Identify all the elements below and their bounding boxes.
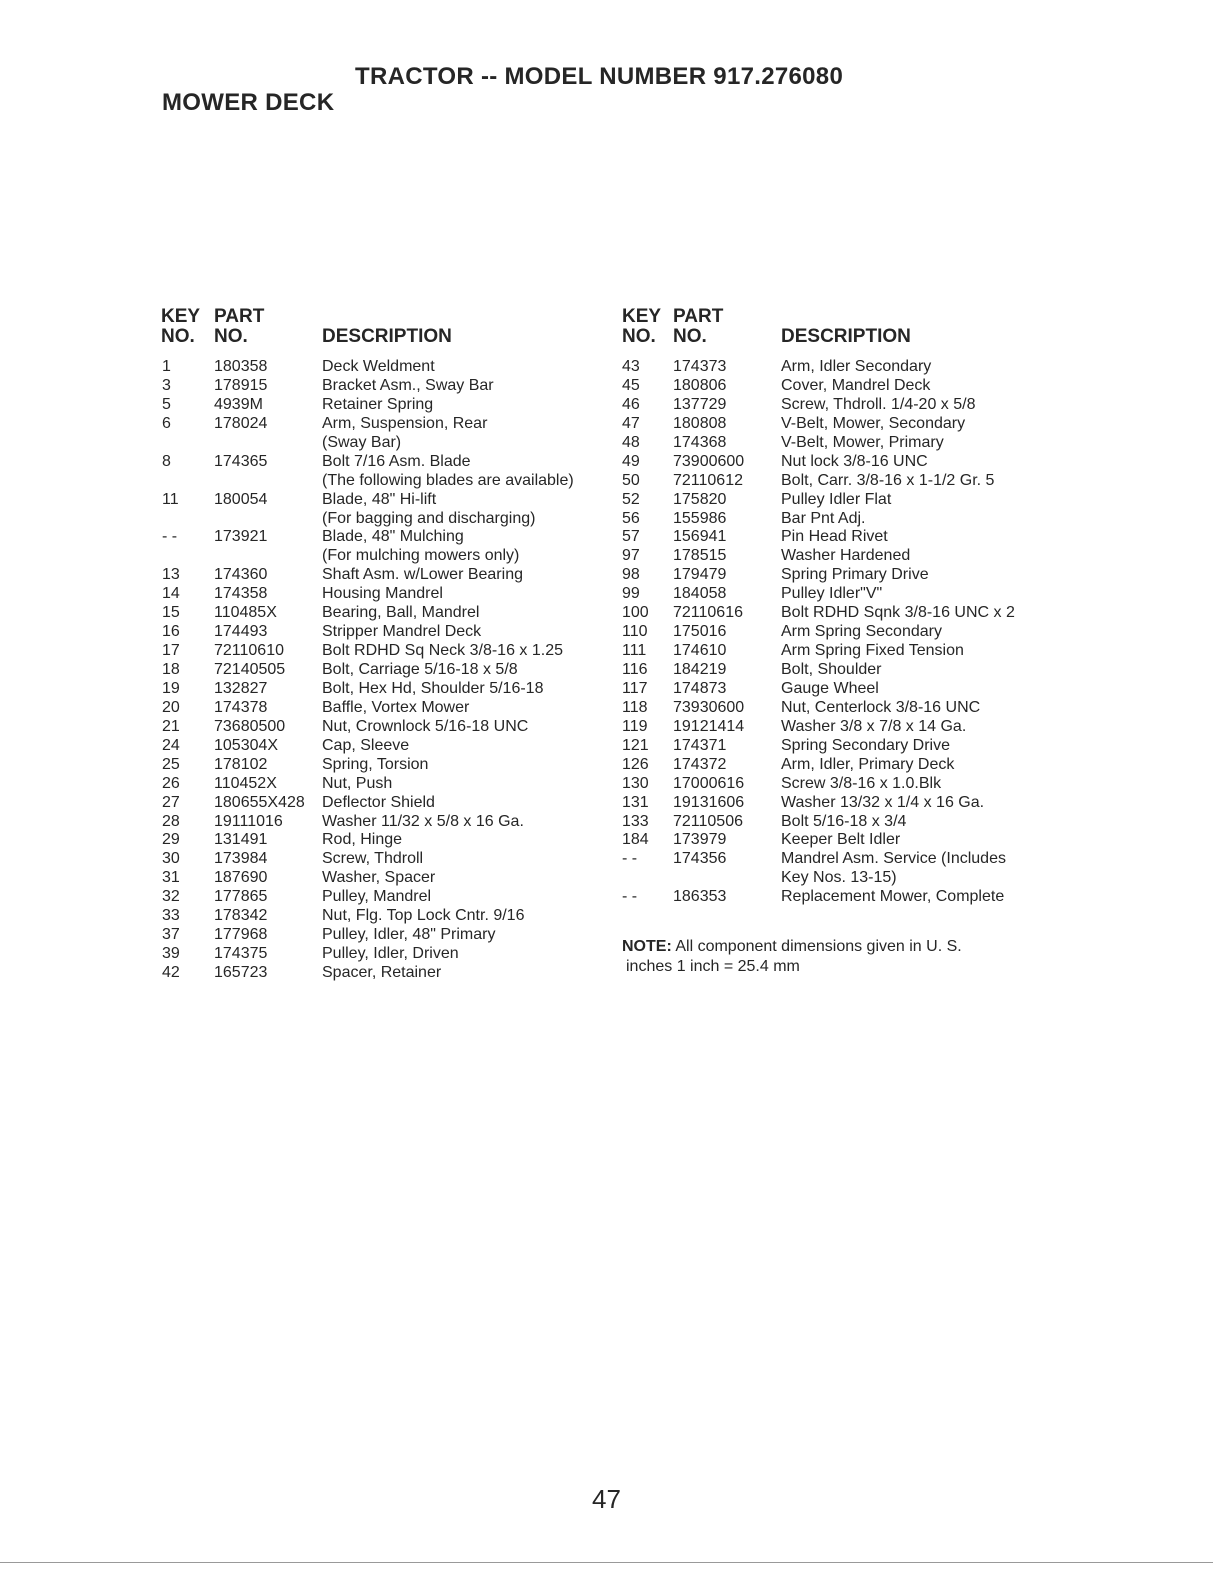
part-number: 72110616 bbox=[673, 604, 743, 622]
note-line2: inches 1 inch = 25.4 mm bbox=[626, 958, 800, 975]
part-number: 178915 bbox=[214, 376, 268, 394]
parts-row bbox=[622, 661, 1062, 680]
part-description: Arm Spring Fixed Tension bbox=[781, 642, 964, 660]
parts-row bbox=[162, 415, 607, 434]
parts-row bbox=[622, 756, 1062, 775]
key-number: 98 bbox=[622, 566, 640, 584]
parts-row bbox=[622, 623, 1062, 642]
parts-row bbox=[162, 396, 607, 415]
key-number: 5 bbox=[162, 395, 171, 413]
part-number: 178024 bbox=[214, 414, 268, 432]
parts-row bbox=[622, 718, 1062, 737]
part-description: Nut, Crownlock 5/16-18 UNC bbox=[322, 717, 529, 735]
part-description: Bolt, Carr. 3/8-16 x 1-1/2 Gr. 5 bbox=[781, 471, 995, 489]
part-number: 105304X bbox=[214, 736, 279, 754]
part-number: 174372 bbox=[673, 755, 727, 773]
right-parts-list bbox=[622, 358, 1062, 907]
part-description: Bolt, Hex Hd, Shoulder 5/16-18 bbox=[322, 679, 544, 697]
part-description: Spring Secondary Drive bbox=[781, 736, 950, 754]
parts-row bbox=[162, 528, 607, 547]
key-number: 26 bbox=[162, 774, 180, 792]
parts-row bbox=[162, 604, 607, 623]
part-number: 73680500 bbox=[214, 717, 286, 735]
key-number: 13 bbox=[162, 566, 180, 584]
part-number: 174378 bbox=[214, 698, 268, 716]
parts-row bbox=[162, 850, 607, 869]
part-number: 175016 bbox=[673, 623, 727, 641]
part-description: (Sway Bar) bbox=[322, 433, 402, 451]
note bbox=[622, 937, 962, 977]
part-description: Blade, 48" Hi-lift bbox=[322, 490, 437, 508]
key-number: - - bbox=[622, 850, 638, 868]
parts-row bbox=[162, 661, 607, 680]
part-description: Washer, Spacer bbox=[322, 869, 436, 887]
parts-row bbox=[622, 396, 1062, 415]
part-description: Nut, Flg. Top Lock Cntr. 9/16 bbox=[322, 907, 525, 925]
key-number: 184 bbox=[622, 831, 649, 849]
parts-row bbox=[162, 869, 607, 888]
part-number: 19121414 bbox=[673, 717, 745, 735]
part-description: Bolt RDHD Sqnk 3/8-16 UNC x 2 bbox=[781, 604, 1015, 622]
part-number: 184219 bbox=[673, 661, 727, 678]
parts-row bbox=[622, 453, 1062, 472]
parts-row bbox=[162, 756, 607, 775]
right-part-header-line1: PART bbox=[673, 306, 724, 327]
part-description: (For bagging and discharging) bbox=[322, 509, 536, 527]
part-description: Screw, Thdroll bbox=[322, 850, 424, 868]
section-title: MOWER DECK bbox=[162, 89, 335, 116]
key-number: 30 bbox=[162, 850, 180, 868]
parts-row bbox=[622, 680, 1062, 699]
parts-row bbox=[162, 964, 607, 983]
part-description: Pin Head Rivet bbox=[781, 528, 888, 546]
key-number: 43 bbox=[622, 358, 640, 375]
part-description: (For mulching mowers only) bbox=[322, 547, 520, 565]
part-number: 174375 bbox=[214, 945, 268, 963]
part-number: 72110506 bbox=[673, 812, 743, 830]
right-key-header-line1: KEY bbox=[622, 306, 662, 327]
part-number: 174368 bbox=[673, 433, 727, 451]
parts-row bbox=[162, 453, 607, 472]
part-description: Bolt, Shoulder bbox=[781, 661, 882, 678]
part-number: 179479 bbox=[673, 566, 727, 584]
key-number: 47 bbox=[622, 414, 640, 432]
parts-row bbox=[162, 907, 607, 926]
part-description: Bolt, Carriage 5/16-18 x 5/8 bbox=[322, 661, 518, 678]
part-description: Arm, Suspension, Rear bbox=[322, 414, 488, 432]
part-number: 180808 bbox=[673, 414, 727, 432]
key-number: 27 bbox=[162, 793, 180, 811]
key-number: 21 bbox=[162, 717, 180, 735]
key-number: 32 bbox=[162, 888, 180, 906]
key-number: 37 bbox=[162, 926, 180, 944]
part-description: Cover, Mandrel Deck bbox=[781, 376, 931, 394]
part-number: 177865 bbox=[214, 888, 268, 906]
parts-row bbox=[622, 604, 1062, 623]
key-number: 8 bbox=[162, 452, 171, 470]
key-number: 49 bbox=[622, 452, 640, 470]
part-number: 73900600 bbox=[673, 452, 745, 470]
part-number: 173921 bbox=[214, 528, 268, 546]
part-description: Pulley, Idler, 48" Primary bbox=[322, 926, 496, 944]
right-part-header-line2: NO. bbox=[673, 326, 707, 347]
part-description: Pulley Idler"V" bbox=[781, 585, 883, 603]
key-number: 100 bbox=[622, 604, 649, 622]
part-description: Nut, Push bbox=[322, 774, 393, 792]
parts-row bbox=[622, 699, 1062, 718]
parts-row bbox=[162, 547, 607, 566]
key-number: 99 bbox=[622, 585, 640, 603]
page-title: TRACTOR -- MODEL NUMBER 917.276080 bbox=[355, 63, 844, 90]
parts-row bbox=[622, 869, 1062, 888]
parts-row bbox=[622, 547, 1062, 566]
part-number: 178515 bbox=[673, 547, 727, 565]
parts-row bbox=[622, 528, 1062, 547]
part-description: (The following blades are available) bbox=[322, 471, 574, 489]
parts-row bbox=[622, 358, 1062, 377]
parts-row bbox=[622, 585, 1062, 604]
key-number: 18 bbox=[162, 661, 180, 678]
part-description: Blade, 48" Mulching bbox=[322, 528, 464, 546]
note-line1: All component dimensions given in U. S. bbox=[675, 938, 962, 955]
part-number: 174358 bbox=[214, 585, 268, 603]
part-description: Pulley, Idler, Driven bbox=[322, 945, 459, 963]
part-description: Mandrel Asm. Service (Includes bbox=[781, 850, 1006, 868]
key-number: 110 bbox=[622, 623, 648, 641]
part-number: 178342 bbox=[214, 907, 268, 925]
parts-row bbox=[162, 358, 607, 377]
part-description: Nut lock 3/8-16 UNC bbox=[781, 452, 928, 470]
key-number: 16 bbox=[162, 623, 180, 641]
parts-row bbox=[162, 775, 607, 794]
note-label: NOTE: bbox=[622, 938, 672, 955]
parts-row bbox=[162, 510, 607, 529]
part-number: 184058 bbox=[673, 585, 727, 603]
part-number: 180806 bbox=[673, 376, 727, 394]
right-key-header-line2: NO. bbox=[622, 326, 656, 347]
key-number: 118 bbox=[622, 698, 648, 716]
parts-row bbox=[162, 585, 607, 604]
part-number: 137729 bbox=[673, 395, 727, 413]
left-part-header-line2: NO. bbox=[214, 326, 248, 347]
part-description: Bearing, Ball, Mandrel bbox=[322, 604, 480, 622]
part-description: Bar Pnt Adj. bbox=[781, 509, 866, 527]
parts-row bbox=[622, 415, 1062, 434]
part-number: 110452X bbox=[214, 774, 277, 792]
key-number: 39 bbox=[162, 945, 180, 963]
key-number: 57 bbox=[622, 528, 640, 546]
part-number: 174371 bbox=[673, 736, 727, 754]
key-number: 117 bbox=[622, 679, 648, 697]
parts-row bbox=[162, 737, 607, 756]
part-number: 19111016 bbox=[214, 812, 283, 830]
parts-row bbox=[622, 377, 1062, 396]
key-number: 14 bbox=[162, 585, 180, 603]
key-number: 121 bbox=[622, 736, 649, 754]
parts-row bbox=[622, 888, 1062, 907]
part-description: Retainer Spring bbox=[322, 395, 434, 413]
key-number: 48 bbox=[622, 433, 640, 451]
key-number: 24 bbox=[162, 736, 180, 754]
parts-row bbox=[622, 434, 1062, 453]
part-description: Baffle, Vortex Mower bbox=[322, 698, 470, 716]
parts-row bbox=[162, 813, 607, 832]
part-description: V-Belt, Mower, Primary bbox=[781, 433, 944, 451]
part-description: Deck Weldment bbox=[322, 358, 435, 375]
part-number: 4939M bbox=[214, 395, 263, 413]
key-number: 6 bbox=[162, 414, 171, 432]
part-description: Washer 3/8 x 7/8 x 14 Ga. bbox=[781, 717, 967, 735]
part-number: 178102 bbox=[214, 755, 268, 773]
parts-row bbox=[162, 945, 607, 964]
part-number: 174610 bbox=[673, 642, 727, 660]
part-description: Bolt 7/16 Asm. Blade bbox=[322, 452, 471, 470]
part-number: 175820 bbox=[673, 490, 727, 508]
part-description: Pulley Idler Flat bbox=[781, 490, 892, 508]
key-number: 42 bbox=[162, 964, 180, 981]
part-number: 174493 bbox=[214, 623, 268, 641]
part-number: 180054 bbox=[214, 490, 268, 508]
parts-row bbox=[162, 680, 607, 699]
key-number: - - bbox=[622, 888, 638, 906]
part-description: Arm Spring Secondary bbox=[781, 623, 942, 641]
parts-row bbox=[622, 850, 1062, 869]
part-number: 72140505 bbox=[214, 661, 286, 678]
key-number: 1 bbox=[162, 358, 171, 375]
left-key-header-line2: NO. bbox=[161, 326, 195, 347]
part-description: Deflector Shield bbox=[322, 793, 435, 811]
part-number: 156941 bbox=[673, 528, 727, 546]
part-number: 186353 bbox=[673, 888, 727, 906]
part-description: Pulley, Mandrel bbox=[322, 888, 432, 906]
part-number: 174873 bbox=[673, 679, 727, 697]
parts-row bbox=[622, 813, 1062, 832]
parts-row bbox=[162, 642, 607, 661]
part-number: 174365 bbox=[214, 452, 268, 470]
left-description-header: DESCRIPTION bbox=[322, 326, 452, 347]
parts-row bbox=[162, 434, 607, 453]
left-key-header-line1: KEY bbox=[161, 306, 201, 327]
part-description: Gauge Wheel bbox=[781, 679, 879, 697]
parts-row bbox=[162, 566, 607, 585]
part-description: Washer 13/32 x 1/4 x 16 Ga. bbox=[781, 793, 985, 811]
key-number: 50 bbox=[622, 471, 640, 489]
key-number: - - bbox=[162, 528, 178, 546]
part-description: V-Belt, Mower, Secondary bbox=[781, 414, 966, 432]
part-description: Stripper Mandrel Deck bbox=[322, 623, 482, 641]
part-number: 132827 bbox=[214, 679, 268, 697]
parts-row bbox=[162, 377, 607, 396]
parts-row bbox=[162, 718, 607, 737]
part-description: Spring, Torsion bbox=[322, 755, 429, 773]
bottom-rule bbox=[0, 1562, 1213, 1563]
part-description: Washer Hardened bbox=[781, 547, 911, 565]
key-number: 126 bbox=[622, 755, 649, 773]
part-description: Washer 11/32 x 5/8 x 16 Ga. bbox=[322, 812, 524, 830]
part-description: Nut, Centerlock 3/8-16 UNC bbox=[781, 698, 981, 716]
part-description: Screw, Thdroll. 1/4-20 x 5/8 bbox=[781, 395, 976, 413]
part-description: Keeper Belt Idler bbox=[781, 831, 901, 849]
parts-row bbox=[622, 472, 1062, 491]
key-number: 29 bbox=[162, 831, 180, 849]
parts-row bbox=[622, 794, 1062, 813]
part-description: Replacement Mower, Complete bbox=[781, 888, 1005, 906]
part-description: Arm, Idler, Primary Deck bbox=[781, 755, 955, 773]
part-number: 187690 bbox=[214, 869, 268, 887]
part-number: 110485X bbox=[214, 604, 277, 622]
part-number: 155986 bbox=[673, 509, 727, 527]
parts-row bbox=[622, 491, 1062, 510]
left-parts-list bbox=[162, 358, 607, 983]
part-number: 173979 bbox=[673, 831, 727, 849]
key-number: 116 bbox=[622, 661, 648, 678]
part-description: Spacer, Retainer bbox=[322, 964, 442, 981]
parts-row bbox=[162, 888, 607, 907]
part-description: Screw 3/8-16 x 1.0.Blk bbox=[781, 774, 942, 792]
parts-row bbox=[622, 566, 1062, 585]
key-number: 25 bbox=[162, 755, 180, 773]
parts-row bbox=[162, 472, 607, 491]
part-number: 165723 bbox=[214, 964, 268, 981]
key-number: 15 bbox=[162, 604, 180, 622]
part-description: Key Nos. 13-15) bbox=[781, 869, 897, 887]
key-number: 17 bbox=[162, 642, 180, 660]
part-description: Bolt RDHD Sq Neck 3/8-16 x 1.25 bbox=[322, 642, 563, 660]
parts-row bbox=[162, 831, 607, 850]
parts-row bbox=[162, 699, 607, 718]
part-number: 174360 bbox=[214, 566, 268, 584]
parts-row bbox=[162, 794, 607, 813]
part-description: Arm, Idler Secondary bbox=[781, 358, 932, 375]
parts-row bbox=[622, 831, 1062, 850]
key-number: 19 bbox=[162, 679, 180, 697]
parts-row bbox=[162, 491, 607, 510]
key-number: 33 bbox=[162, 907, 180, 925]
part-description: Bolt 5/16-18 x 3/4 bbox=[781, 812, 907, 830]
part-number: 174373 bbox=[673, 358, 727, 375]
part-number: 131491 bbox=[214, 831, 268, 849]
part-description: Rod, Hinge bbox=[322, 831, 403, 849]
key-number: 130 bbox=[622, 774, 649, 792]
key-number: 52 bbox=[622, 490, 640, 508]
part-number: 174356 bbox=[673, 850, 727, 868]
key-number: 31 bbox=[162, 869, 180, 887]
part-description: Shaft Asm. w/Lower Bearing bbox=[322, 566, 523, 584]
part-number: 173984 bbox=[214, 850, 268, 868]
part-number: 180655X428 bbox=[214, 793, 305, 811]
key-number: 28 bbox=[162, 812, 180, 830]
part-number: 19131606 bbox=[673, 793, 745, 811]
part-description: Bracket Asm., Sway Bar bbox=[322, 376, 494, 394]
parts-row bbox=[622, 642, 1062, 661]
left-part-header-line1: PART bbox=[214, 306, 265, 327]
part-number: 177968 bbox=[214, 926, 268, 944]
key-number: 20 bbox=[162, 698, 180, 716]
part-number: 17000616 bbox=[673, 774, 745, 792]
right-description-header: DESCRIPTION bbox=[781, 326, 911, 347]
key-number: 56 bbox=[622, 509, 640, 527]
part-number: 72110610 bbox=[214, 642, 284, 660]
key-number: 119 bbox=[622, 717, 648, 735]
parts-row bbox=[622, 737, 1062, 756]
key-number: 46 bbox=[622, 395, 640, 413]
key-number: 11 bbox=[162, 490, 179, 508]
parts-row bbox=[622, 775, 1062, 794]
parts-row bbox=[162, 623, 607, 642]
key-number: 3 bbox=[162, 376, 171, 394]
part-number: 72110612 bbox=[673, 471, 743, 489]
key-number: 131 bbox=[622, 793, 649, 811]
part-number: 180358 bbox=[214, 358, 268, 375]
parts-row bbox=[162, 926, 607, 945]
key-number: 97 bbox=[622, 547, 640, 565]
parts-row bbox=[622, 510, 1062, 529]
part-number: 73930600 bbox=[673, 698, 745, 716]
key-number: 111 bbox=[622, 642, 647, 660]
key-number: 133 bbox=[622, 812, 649, 830]
page-number: 47 bbox=[592, 1484, 621, 1514]
part-description: Cap, Sleeve bbox=[322, 736, 410, 754]
key-number: 45 bbox=[622, 376, 640, 394]
part-description: Housing Mandrel bbox=[322, 585, 443, 603]
part-description: Spring Primary Drive bbox=[781, 566, 929, 584]
